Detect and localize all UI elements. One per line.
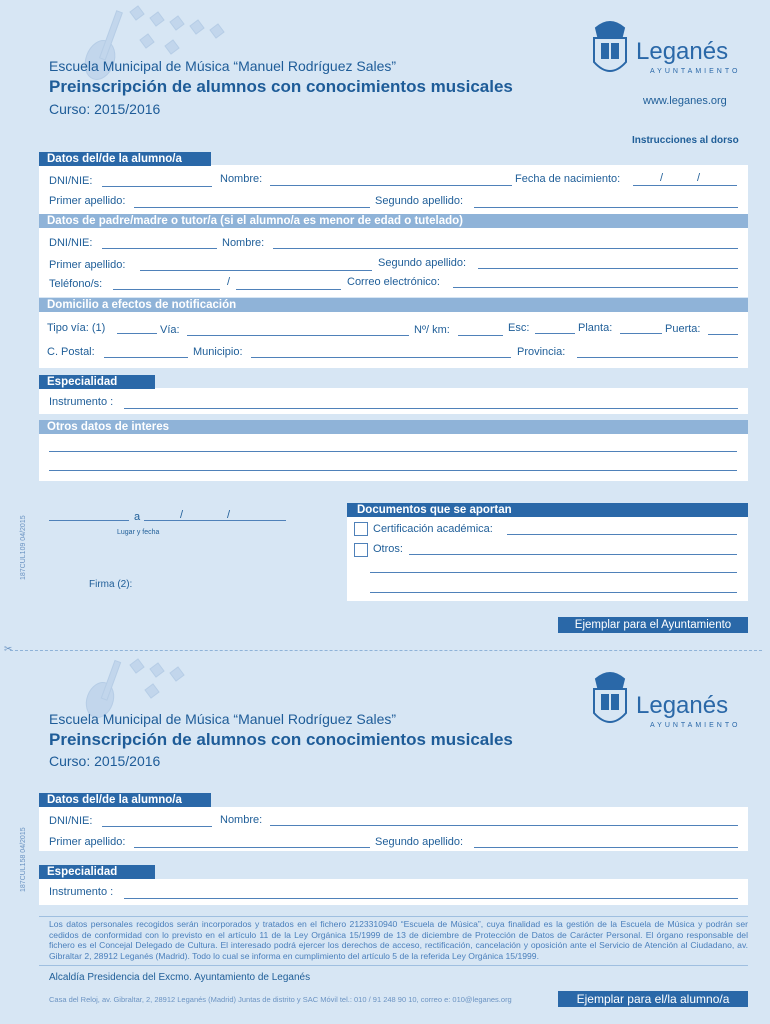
parent-surname1-label: Primer apellido: <box>49 259 126 271</box>
website-link[interactable]: www.leganes.org <box>643 95 727 107</box>
place-date-caption: Lugar y fecha <box>117 529 160 536</box>
section-other: Otros datos de interes <box>39 420 748 434</box>
section-specialty-bottom: Especialidad <box>39 865 155 879</box>
a-label: a <box>134 511 141 523</box>
number-label: Nº/ km: <box>414 324 450 336</box>
section-student: Datos del/de la alumno/a <box>39 152 211 166</box>
surname2-field-bottom[interactable] <box>474 847 738 848</box>
date-field[interactable] <box>144 520 286 521</box>
leganes-coat-of-arms-icon-bottom <box>588 665 632 733</box>
logo-sub: AYUNTAMIENTO <box>650 68 741 75</box>
number-field[interactable] <box>458 335 503 336</box>
leganes-coat-of-arms-icon <box>588 14 632 82</box>
floor-field[interactable] <box>620 333 662 334</box>
footer-address: Casa del Reloj, av. Gibraltar, 2, 28912 Leganés (Madrid) Juntas de distrito y SAC Móvil tel.: 010 / 91 248 90 10, correo e: 010@leganes.org <box>49 995 512 1004</box>
address-box <box>39 312 748 368</box>
name-field[interactable] <box>270 185 512 186</box>
birth-slash-1: / <box>660 172 664 184</box>
side-code-top: 187CUL109 04/2015 <box>20 515 27 580</box>
parent-surname2-field[interactable] <box>478 268 738 269</box>
municipality-label: Municipio: <box>193 346 243 358</box>
surname1-label: Primer apellido: <box>49 195 126 207</box>
province-field[interactable] <box>577 357 738 358</box>
surname1-label-bottom: Primer apellido: <box>49 836 126 848</box>
cert-field[interactable] <box>507 534 737 535</box>
specialty-box <box>39 388 748 414</box>
section-docs: Documentos que se aportan <box>347 503 748 517</box>
other-line-1[interactable] <box>49 451 737 452</box>
parent-surname1-field[interactable] <box>140 270 372 271</box>
parent-name-label: Nombre: <box>222 237 265 249</box>
cut-line <box>10 650 762 651</box>
postal-field[interactable] <box>104 357 188 358</box>
form-title: Preinscripción de alumnos con conocimientos musicales <box>49 77 513 96</box>
school-name-bottom: Escuela Municipal de Música “Manuel Rodríguez Sales” <box>49 711 397 727</box>
dni-field-bottom[interactable] <box>102 826 212 827</box>
via-type-label: Tipo vía: (1) <box>47 322 106 334</box>
copy-council-label: Ejemplar para el Ayuntamiento <box>558 617 748 633</box>
section-student-bottom: Datos del/de la alumno/a <box>39 793 211 807</box>
surname2-field[interactable] <box>474 207 738 208</box>
surname2-label: Segundo apellido: <box>375 195 464 207</box>
phone2-field[interactable] <box>236 289 341 290</box>
name-label: Nombre: <box>220 173 263 185</box>
logo-sub-bottom: AYUNTAMIENTO <box>650 722 741 729</box>
via-label: Vía: <box>160 324 180 336</box>
date-slash-2: / <box>227 509 231 521</box>
phone-slash: / <box>227 276 231 288</box>
legal-notice: Los datos personales recogidos serán incorporados y tratados en el fichero 2123310940 “Escuela de Música”, cuya finalidad es la gestión de la Escuela de Música y podrán ser cedidos de conformidad con lo previsto en el artículo 11 de la Ley Orgánica 15/1999 de 13 de diciembre de Protección de Datos de Carácter Personal. El órgano responsable del fichero es el Concejal Delegado de Cultura. El interesado podrá ejercer los derechos de acceso, rectificación, cancelación y oposición ante el Servicio de Atención al Ciudadano, av. Gibraltar 2, 28912 Leganés (Madrid). Todo lo cual se informa en cumplimiento del artículo 5 de la referida Ley Orgánica 15/1999. <box>49 919 748 961</box>
esc-label: Esc: <box>508 322 530 334</box>
via-type-field[interactable] <box>117 333 157 334</box>
surname1-field-bottom[interactable] <box>134 847 370 848</box>
section-address: Domicilio a efectos de notificación <box>39 298 748 312</box>
section-parent: Datos de padre/madre o tutor/a (si el alumno/a es menor de edad o tutelado) <box>39 214 748 228</box>
instructions-note: Instrucciones al dorso <box>632 135 739 146</box>
other-box <box>39 433 748 481</box>
dni-label: DNI/NIE: <box>49 175 93 187</box>
course-year-bottom: Curso: 2015/2016 <box>49 753 161 769</box>
others-line-3[interactable] <box>370 592 737 593</box>
logo-name-bottom: Leganés <box>636 692 729 719</box>
copy-student-label: Ejemplar para el/la alumno/a <box>558 991 748 1007</box>
scissors-icon: ✂ <box>4 644 13 655</box>
phone1-field[interactable] <box>113 289 220 290</box>
birth-date-field[interactable] <box>633 185 737 186</box>
logo-name: Leganés <box>636 38 729 65</box>
door-label: Puerta: <box>665 323 701 335</box>
email-label: Correo electrónico: <box>347 276 440 288</box>
date-slash-1: / <box>180 509 184 521</box>
dni-label-bottom: DNI/NIE: <box>49 815 93 827</box>
parent-dni-field[interactable] <box>102 248 217 249</box>
birth-label: Fecha de nacimiento: <box>515 173 621 185</box>
course-year: Curso: 2015/2016 <box>49 101 161 117</box>
floor-label: Planta: <box>578 322 613 334</box>
form-title-bottom: Preinscripción de alumnos con conocimientos musicales <box>49 730 513 749</box>
surname1-field[interactable] <box>134 207 370 208</box>
school-name: Escuela Municipal de Música “Manuel Rodríguez Sales” <box>49 58 397 74</box>
surname2-label-bottom: Segundo apellido: <box>375 836 464 848</box>
others-field[interactable] <box>409 554 737 555</box>
phone-label: Teléfono/s: <box>49 278 103 290</box>
signature-label: Firma (2): <box>89 579 133 590</box>
parent-dni-label: DNI/NIE: <box>49 237 93 249</box>
esc-field[interactable] <box>535 333 575 334</box>
birth-slash-2: / <box>697 172 701 184</box>
email-field[interactable] <box>453 287 738 288</box>
name-label-bottom: Nombre: <box>220 814 263 826</box>
section-specialty: Especialidad <box>39 375 155 389</box>
instrument-label: Instrumento : <box>49 396 114 408</box>
parent-name-field[interactable] <box>273 248 738 249</box>
door-field[interactable] <box>708 334 738 335</box>
specialty-box-bottom <box>39 879 748 905</box>
name-field-bottom[interactable] <box>270 825 738 826</box>
municipality-field[interactable] <box>251 357 511 358</box>
place-field[interactable] <box>49 520 129 521</box>
cert-label: Certificación académica: <box>373 523 493 535</box>
province-label: Provincia: <box>517 346 566 358</box>
cert-checkbox[interactable] <box>354 522 368 536</box>
other-line-2[interactable] <box>49 470 737 471</box>
others-line-2[interactable] <box>370 572 737 573</box>
others-label: Otros: <box>373 543 403 555</box>
postal-label: C. Postal: <box>47 346 95 358</box>
instrument-label-bottom: Instrumento : <box>49 886 114 898</box>
side-code-bottom: 187CUL158 04/2015 <box>20 827 27 892</box>
dni-field[interactable] <box>102 186 212 187</box>
others-checkbox[interactable] <box>354 543 368 557</box>
parent-surname2-label: Segundo apellido: <box>378 257 467 269</box>
instrument-field[interactable] <box>124 408 738 409</box>
footer-title: Alcaldía Presidencia del Excmo. Ayuntamiento de Leganés <box>49 972 311 983</box>
instrument-field-bottom[interactable] <box>124 898 738 899</box>
via-field[interactable] <box>187 335 409 336</box>
